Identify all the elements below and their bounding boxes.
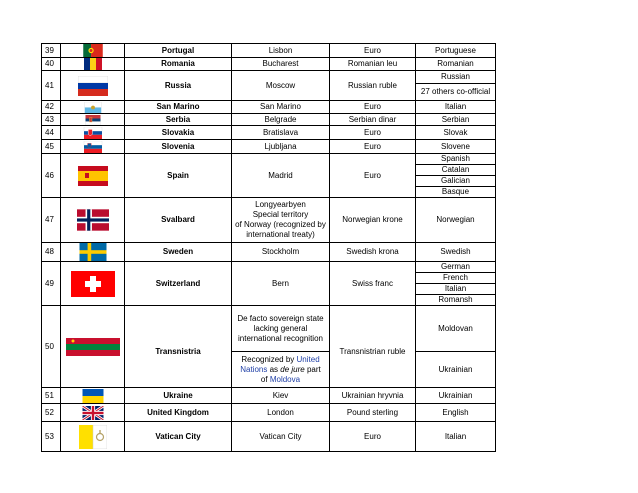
sweden-flag-icon [77,243,109,261]
language: Portuguese [416,44,496,58]
country-name: Ukraine [125,388,232,404]
recognition-text: de jure [280,364,305,374]
row-number: 42 [42,101,61,114]
united-nations-link[interactable]: Nations [240,364,268,374]
language: Italian [416,101,496,114]
language: Russian [416,71,496,84]
flag-cell [61,58,125,71]
capital: Stockholm [232,243,330,262]
currency: Pound sterling [330,404,416,422]
language: Swedish [416,243,496,262]
language: 27 others co-official [416,84,496,101]
country-name: Serbia [125,114,232,126]
language: Ukrainian [416,388,496,404]
country-name: Portugal [125,44,232,58]
capital-line: Special territory [252,210,309,219]
currency: Euro [330,101,416,114]
country-name: United Kingdom [125,404,232,422]
row-number: 48 [42,243,61,262]
row-number: 53 [42,422,61,452]
language: French [416,273,496,284]
table-row [42,404,496,422]
language: Romanian [416,58,496,71]
flag-cell [61,44,125,58]
language: Moldovan [416,306,496,352]
russia-flag-icon [78,76,108,96]
recognition-text: part [304,364,321,374]
san-marino-flag-icon [80,102,106,113]
row-number: 46 [42,154,61,198]
language: Norwegian [416,198,496,243]
capital: Vatican City [232,422,330,452]
language: Slovak [416,126,496,140]
capital: San Marino [232,101,330,114]
flag-cell [61,198,125,243]
flag-cell [61,114,125,126]
capital-line: international recognition [238,333,323,343]
row-number: 45 [42,140,61,154]
recognition-text: Recognized by [241,354,297,364]
flag-cell [61,262,125,306]
table-row [42,71,496,84]
row-number: 50 [42,306,61,388]
table-row [42,388,496,404]
currency: Euro [330,126,416,140]
country-name: Switzerland [125,262,232,306]
table-row [42,154,496,165]
recognition-text: of [260,374,270,384]
flag-cell [61,126,125,140]
capital: Lisbon [232,44,330,58]
flag-cell [61,404,125,422]
row-number: 43 [42,114,61,126]
row-number: 52 [42,404,61,422]
switzerland-flag-icon [71,271,115,297]
capital-line: lacking general [253,323,308,333]
table-row [42,58,496,71]
table-row [42,44,496,58]
country-name: Spain [125,154,232,198]
language: English [416,404,496,422]
language: Italian [416,422,496,452]
capital-line: of Norway (recognized by [235,220,326,229]
recognition-line [232,365,329,375]
slovakia-flag-icon [80,127,106,139]
country-name: San Marino [125,101,232,114]
capital: Belgrade [232,114,330,126]
capital: Bratislava [232,126,330,140]
flag-cell [61,140,125,154]
capital [232,306,330,352]
flag-cell [61,388,125,404]
language: Galician [416,176,496,187]
ukraine-flag-icon [79,389,107,403]
flag-cell [61,154,125,198]
portugal-flag-icon [80,44,106,57]
united-nations-link[interactable]: United [296,354,320,364]
recognition-note [232,352,330,388]
serbia-flag-icon [80,115,106,125]
table-row [42,126,496,140]
moldova-link[interactable]: Moldova [269,374,301,384]
flag-cell [61,243,125,262]
capital: Madrid [232,154,330,198]
recognition-line [232,375,329,385]
language: Serbian [416,114,496,126]
row-number: 40 [42,58,61,71]
currency: Norwegian krone [330,198,416,243]
row-number: 49 [42,262,61,306]
currency: Euro [330,44,416,58]
row-number: 44 [42,126,61,140]
country-name: Vatican City [125,422,232,452]
currency: Euro [330,422,416,452]
capital: Bern [232,262,330,306]
table-row [42,243,496,262]
language: Slovene [416,140,496,154]
capital-line: Longyearbyen [255,200,306,209]
currency: Romanian leu [330,58,416,71]
language: Spanish [416,154,496,165]
row-number: 41 [42,71,61,101]
transnistria-flag-icon [66,338,120,356]
capital-line: De facto sovereign state [237,313,324,323]
capital: London [232,404,330,422]
uk-flag-icon [79,406,107,420]
country-name: Russia [125,71,232,101]
flag-cell [61,306,125,388]
flag-cell [61,101,125,114]
table-row [42,306,496,352]
language: Romansh [416,295,496,306]
flag-cell [61,422,125,452]
language: German [416,262,496,273]
table-row [42,140,496,154]
language: Italian [416,284,496,295]
capital: Kiev [232,388,330,404]
currency: Swedish krona [330,243,416,262]
capital: Ljubljana [232,140,330,154]
recognition-text: as [267,364,281,374]
currency: Serbian dinar [330,114,416,126]
romania-flag-icon [80,58,106,70]
row-number: 47 [42,198,61,243]
currency: Euro [330,154,416,198]
language: Catalan [416,165,496,176]
vatican-flag-icon [79,425,107,449]
flag-cell [61,71,125,101]
capital-line: international treaty) [246,230,315,239]
currency: Swiss franc [330,262,416,306]
country-name: Sweden [125,243,232,262]
country-name: Transnistria [125,306,232,388]
table-row [42,114,496,126]
country-name: Slovenia [125,140,232,154]
country-name: Slovakia [125,126,232,140]
row-number: 51 [42,388,61,404]
recognition-line [232,355,329,365]
capital [232,198,330,243]
currency: Transnistrian ruble [330,306,416,388]
table-row [42,101,496,114]
spain-flag-icon [77,166,109,186]
slovenia-flag-icon [80,141,106,153]
language: Ukrainian [416,352,496,388]
table-row [42,262,496,273]
currency: Russian ruble [330,71,416,101]
table-row [42,198,496,243]
capital: Bucharest [232,58,330,71]
row-number: 39 [42,44,61,58]
countries-table [41,43,496,452]
table-row [42,422,496,452]
capital: Moscow [232,71,330,101]
norway-flag-icon [77,209,109,231]
language: Basque [416,187,496,198]
currency: Ukrainian hryvnia [330,388,416,404]
country-name: Romania [125,58,232,71]
country-name: Svalbard [125,198,232,243]
currency: Euro [330,140,416,154]
